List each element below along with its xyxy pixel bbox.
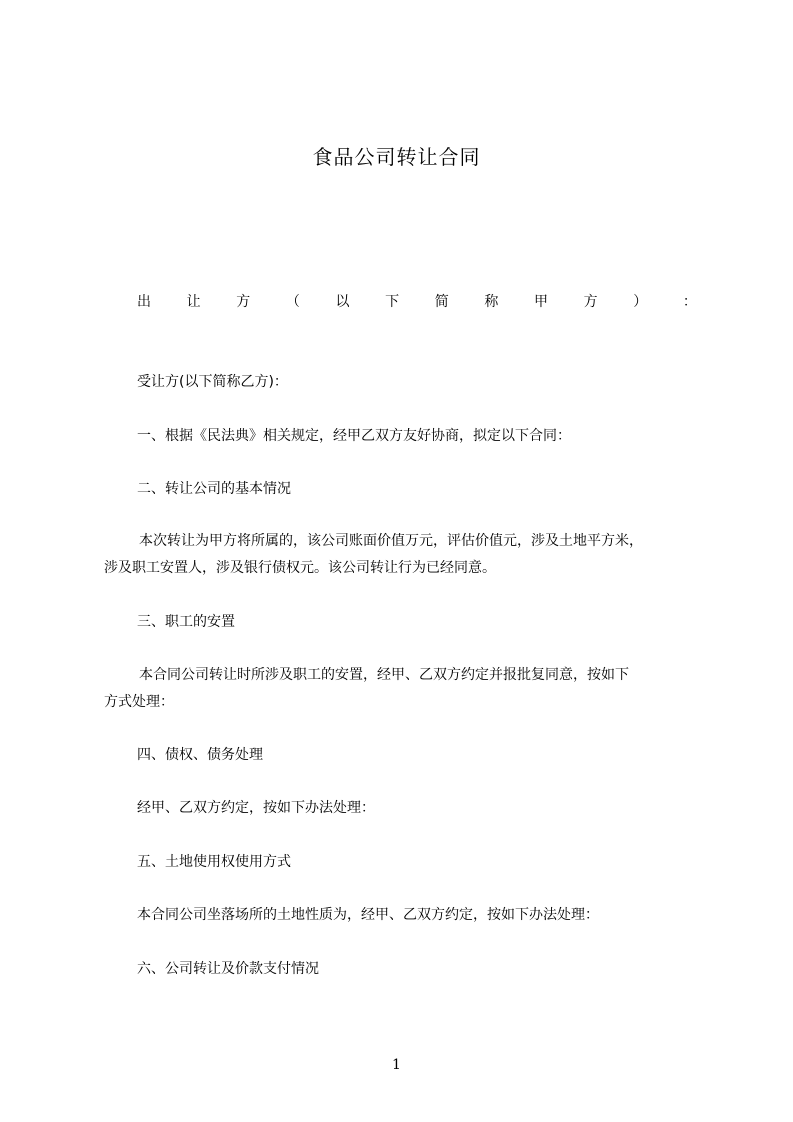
clause-2-heading: 二、转让公司的基本情况 — [137, 481, 291, 497]
party-a-char: 甲 — [534, 294, 548, 310]
document-title: 食品公司转让合同 — [312, 145, 481, 169]
party-b-line: 受让方(以下简称乙方)： — [137, 374, 288, 390]
party-a-char: ： — [682, 294, 697, 310]
clause-5-body: 本合同公司坐落场所的土地性质为，经甲、乙双方约定，按如下办法处理： — [137, 907, 599, 923]
party-a-char: 让 — [186, 294, 201, 310]
clause-3-body — [104, 662, 704, 716]
clause-2-line: 本次转让为甲方将所属的，该公司账面价值万元，评估价值元，涉及土地平方米， — [139, 533, 643, 549]
party-a-char: （ — [285, 294, 300, 310]
party-a-char: ） — [633, 294, 648, 310]
clause-4-body: 经甲、乙双方约定，按如下办法处理： — [137, 800, 375, 816]
party-a-char: 方 — [583, 294, 598, 310]
clause-6-heading: 六、公司转让及价款支付情况 — [137, 961, 319, 977]
party-a-char: 简 — [434, 294, 449, 310]
clause-3-heading: 三、职工的安置 — [137, 614, 235, 630]
clause-1: 一、根据《民法典》相关规定，经甲乙双方友好协商，拟定以下合同： — [137, 428, 571, 444]
page-number: 1 — [392, 1057, 401, 1073]
clause-3-line: 方式处理： — [104, 694, 174, 710]
clause-2-line: 涉及职工安置人，涉及银行债权元。该公司转让行为已经同意。 — [104, 560, 496, 576]
party-a-char: 下 — [385, 294, 400, 310]
party-a-char: 方 — [236, 294, 251, 310]
clause-4-heading: 四、债权、债务处理 — [137, 747, 263, 763]
party-a-char: 出 — [137, 294, 151, 310]
clause-5-heading: 五、土地使用权使用方式 — [137, 854, 291, 870]
clause-3-line: 本合同公司转让时所涉及职工的安置，经甲、乙双方约定并报批复同意，按如下 — [139, 667, 629, 683]
party-a-line — [137, 291, 697, 313]
clause-2-body — [104, 528, 704, 582]
party-a-char: 以 — [335, 294, 350, 310]
party-a-char: 称 — [484, 294, 499, 310]
